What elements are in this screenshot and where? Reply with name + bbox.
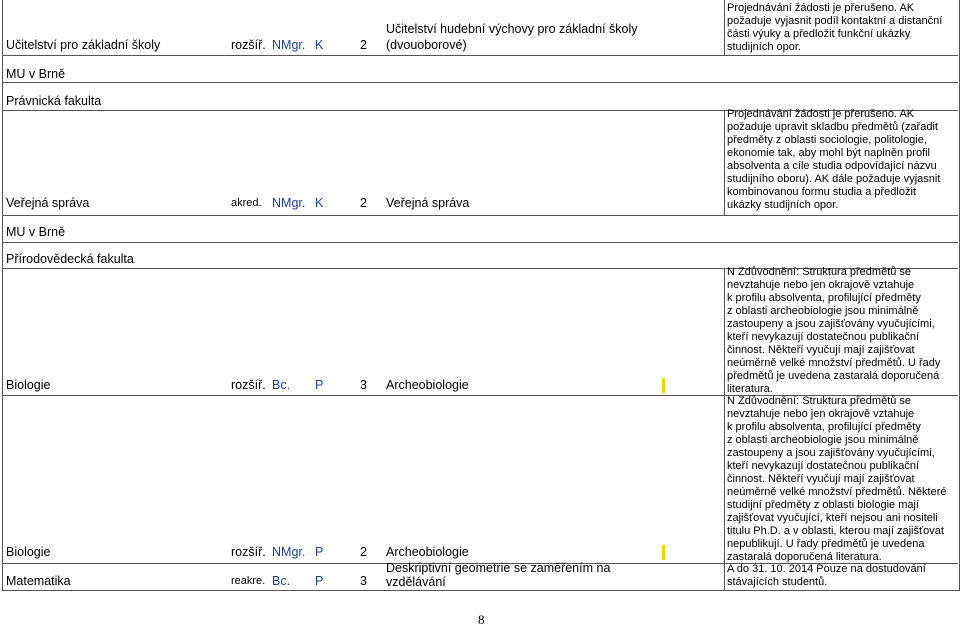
note-line: činnost. Někteří vyučují mají zajišťovat bbox=[727, 473, 915, 485]
row-divider bbox=[2, 215, 958, 216]
note-line: předměty z oblasti sociologie, politologie, bbox=[727, 134, 927, 146]
university-heading: MU v Brně bbox=[6, 67, 66, 81]
page-number: 8 bbox=[478, 612, 485, 627]
type-cell: rozšíř. bbox=[231, 38, 266, 52]
field-cell: Veřejná správa bbox=[386, 196, 470, 210]
field-cell: Archeobiologie bbox=[386, 545, 469, 559]
faculty-heading: Přírodovědecká fakulta bbox=[6, 252, 134, 266]
note-line: k profilu absolventa, profilující předměty bbox=[727, 292, 921, 304]
note-line: předmětů je uvedena zastaralá doporučená bbox=[727, 370, 940, 382]
years-cell: 2 bbox=[360, 196, 367, 210]
field-cell-line: (dvouoborové) bbox=[386, 38, 467, 52]
form-cell: K bbox=[315, 196, 324, 210]
form-cell: P bbox=[315, 545, 324, 559]
note-line: zajišťovat vyučující, kteří nejsou ani nositeli bbox=[727, 512, 938, 524]
note-line: Projednávání žádosti je přerušeno. AK bbox=[727, 2, 915, 14]
level-cell: Bc. bbox=[272, 574, 291, 588]
note-line: literatura. bbox=[727, 383, 773, 395]
level-cell: NMgr. bbox=[272, 196, 306, 210]
program-cell: Veřejná správa bbox=[6, 196, 90, 210]
program-cell: Matematika bbox=[6, 574, 71, 588]
note-line: neúměrně velké množství předmětů. Některé bbox=[727, 486, 947, 498]
note-line: Projednávání žádosti je přerušeno. AK bbox=[727, 108, 915, 120]
years-cell: 3 bbox=[360, 378, 367, 392]
row-divider bbox=[2, 55, 958, 56]
type-cell: rozšíř. bbox=[231, 378, 266, 392]
note-line: titulu Ph.D. a v oblasti, kterou mají zajišťovat bbox=[727, 525, 944, 537]
note-line: kombinovanou formu studia a předložit bbox=[727, 186, 916, 198]
note-line: nepublikují. U řady předmětů je uvedena bbox=[727, 538, 925, 550]
column-divider bbox=[724, 110, 725, 215]
level-cell: NMgr. bbox=[272, 545, 306, 559]
level-cell: Bc. bbox=[272, 378, 291, 392]
row-divider bbox=[2, 242, 958, 243]
note-line: z oblasti archeobiologie jsou minimálně bbox=[727, 434, 919, 446]
type-cell: reakre. bbox=[231, 575, 266, 587]
note-line: požaduje vyjasnit podíl kontaktní a distanční bbox=[727, 15, 943, 27]
program-cell: Učitelství pro základní školy bbox=[6, 38, 161, 52]
type-cell: rozšíř. bbox=[231, 545, 266, 559]
note-line: zastaralá doporučená literatura. bbox=[727, 551, 882, 563]
note-line: N Zdůvodnění: Struktura předmětů se bbox=[727, 395, 912, 407]
years-cell: 2 bbox=[360, 38, 367, 52]
note-line: ukázky studijních opor. bbox=[727, 199, 839, 211]
column-divider bbox=[724, 268, 725, 590]
university-heading: MU v Brně bbox=[6, 225, 66, 239]
field-cell-line: Učitelství hudební výchovy pro základní školy bbox=[386, 22, 638, 36]
note-line: kteří nevykazují dostatečnou publikační bbox=[727, 460, 920, 472]
highlight-marker bbox=[662, 378, 665, 393]
note-line: N Zdůvodnění: Struktura předmětů se bbox=[727, 266, 912, 278]
faculty-heading: Právnická fakulta bbox=[6, 94, 102, 108]
row-divider bbox=[2, 82, 958, 83]
field-cell-line: vzdělávání bbox=[386, 575, 446, 589]
column-divider bbox=[724, 0, 725, 55]
note-line: požaduje upravit skladbu předmětů (zařadit bbox=[727, 121, 938, 133]
note-line: ekonomie tak, aby mohl být naplněn profil bbox=[727, 147, 931, 159]
note-line: z oblasti archeobiologie jsou minimálně bbox=[727, 305, 919, 317]
note-line: studijního oboru). AK dále požaduje vyjasnit bbox=[727, 173, 941, 185]
note-line: k profilu absolventa, profilující předměty bbox=[727, 421, 921, 433]
field-cell: Archeobiologie bbox=[386, 378, 469, 392]
highlight-marker bbox=[662, 545, 665, 560]
note-line: zastoupeny a jsou zajišťovány vyučujícími, bbox=[727, 447, 935, 459]
note-line: studijních opor. bbox=[727, 41, 801, 53]
years-cell: 2 bbox=[360, 545, 367, 559]
program-cell: Biologie bbox=[6, 378, 51, 392]
note-line: části výuky a předložit funkční ukázky bbox=[727, 28, 911, 40]
note-line: zastoupeny a jsou zajišťovány vyučujícími, bbox=[727, 318, 935, 330]
note-line: stávajících studentů. bbox=[727, 576, 828, 588]
note-line: činnost. Někteří vyučují mají zajišťovat bbox=[727, 344, 915, 356]
years-cell: 3 bbox=[360, 574, 367, 588]
form-cell: K bbox=[315, 38, 324, 52]
note-line: nevztahuje nebo jen okrajově vztahuje bbox=[727, 279, 915, 291]
program-cell: Biologie bbox=[6, 545, 51, 559]
note-line: studijní předměty z oblasti biologie mají bbox=[727, 499, 919, 511]
note-line: nevztahuje nebo jen okrajově vztahuje bbox=[727, 408, 915, 420]
note-line: absolventa a cíle studia odpovídající názvu bbox=[727, 160, 937, 172]
form-cell: P bbox=[315, 574, 324, 588]
note-line: A do 31. 10. 2014 Pouze na dostudování bbox=[727, 563, 926, 575]
note-line: neúměrně velké množství předmětů. U řady bbox=[727, 357, 941, 369]
type-cell: akred. bbox=[231, 197, 262, 209]
form-cell: P bbox=[315, 378, 324, 392]
note-line: kteří nevykazují dostatečnou publikační bbox=[727, 331, 920, 343]
level-cell: NMgr. bbox=[272, 38, 306, 52]
field-cell-line: Deskriptivní geometrie se zaměřením na bbox=[386, 561, 611, 575]
